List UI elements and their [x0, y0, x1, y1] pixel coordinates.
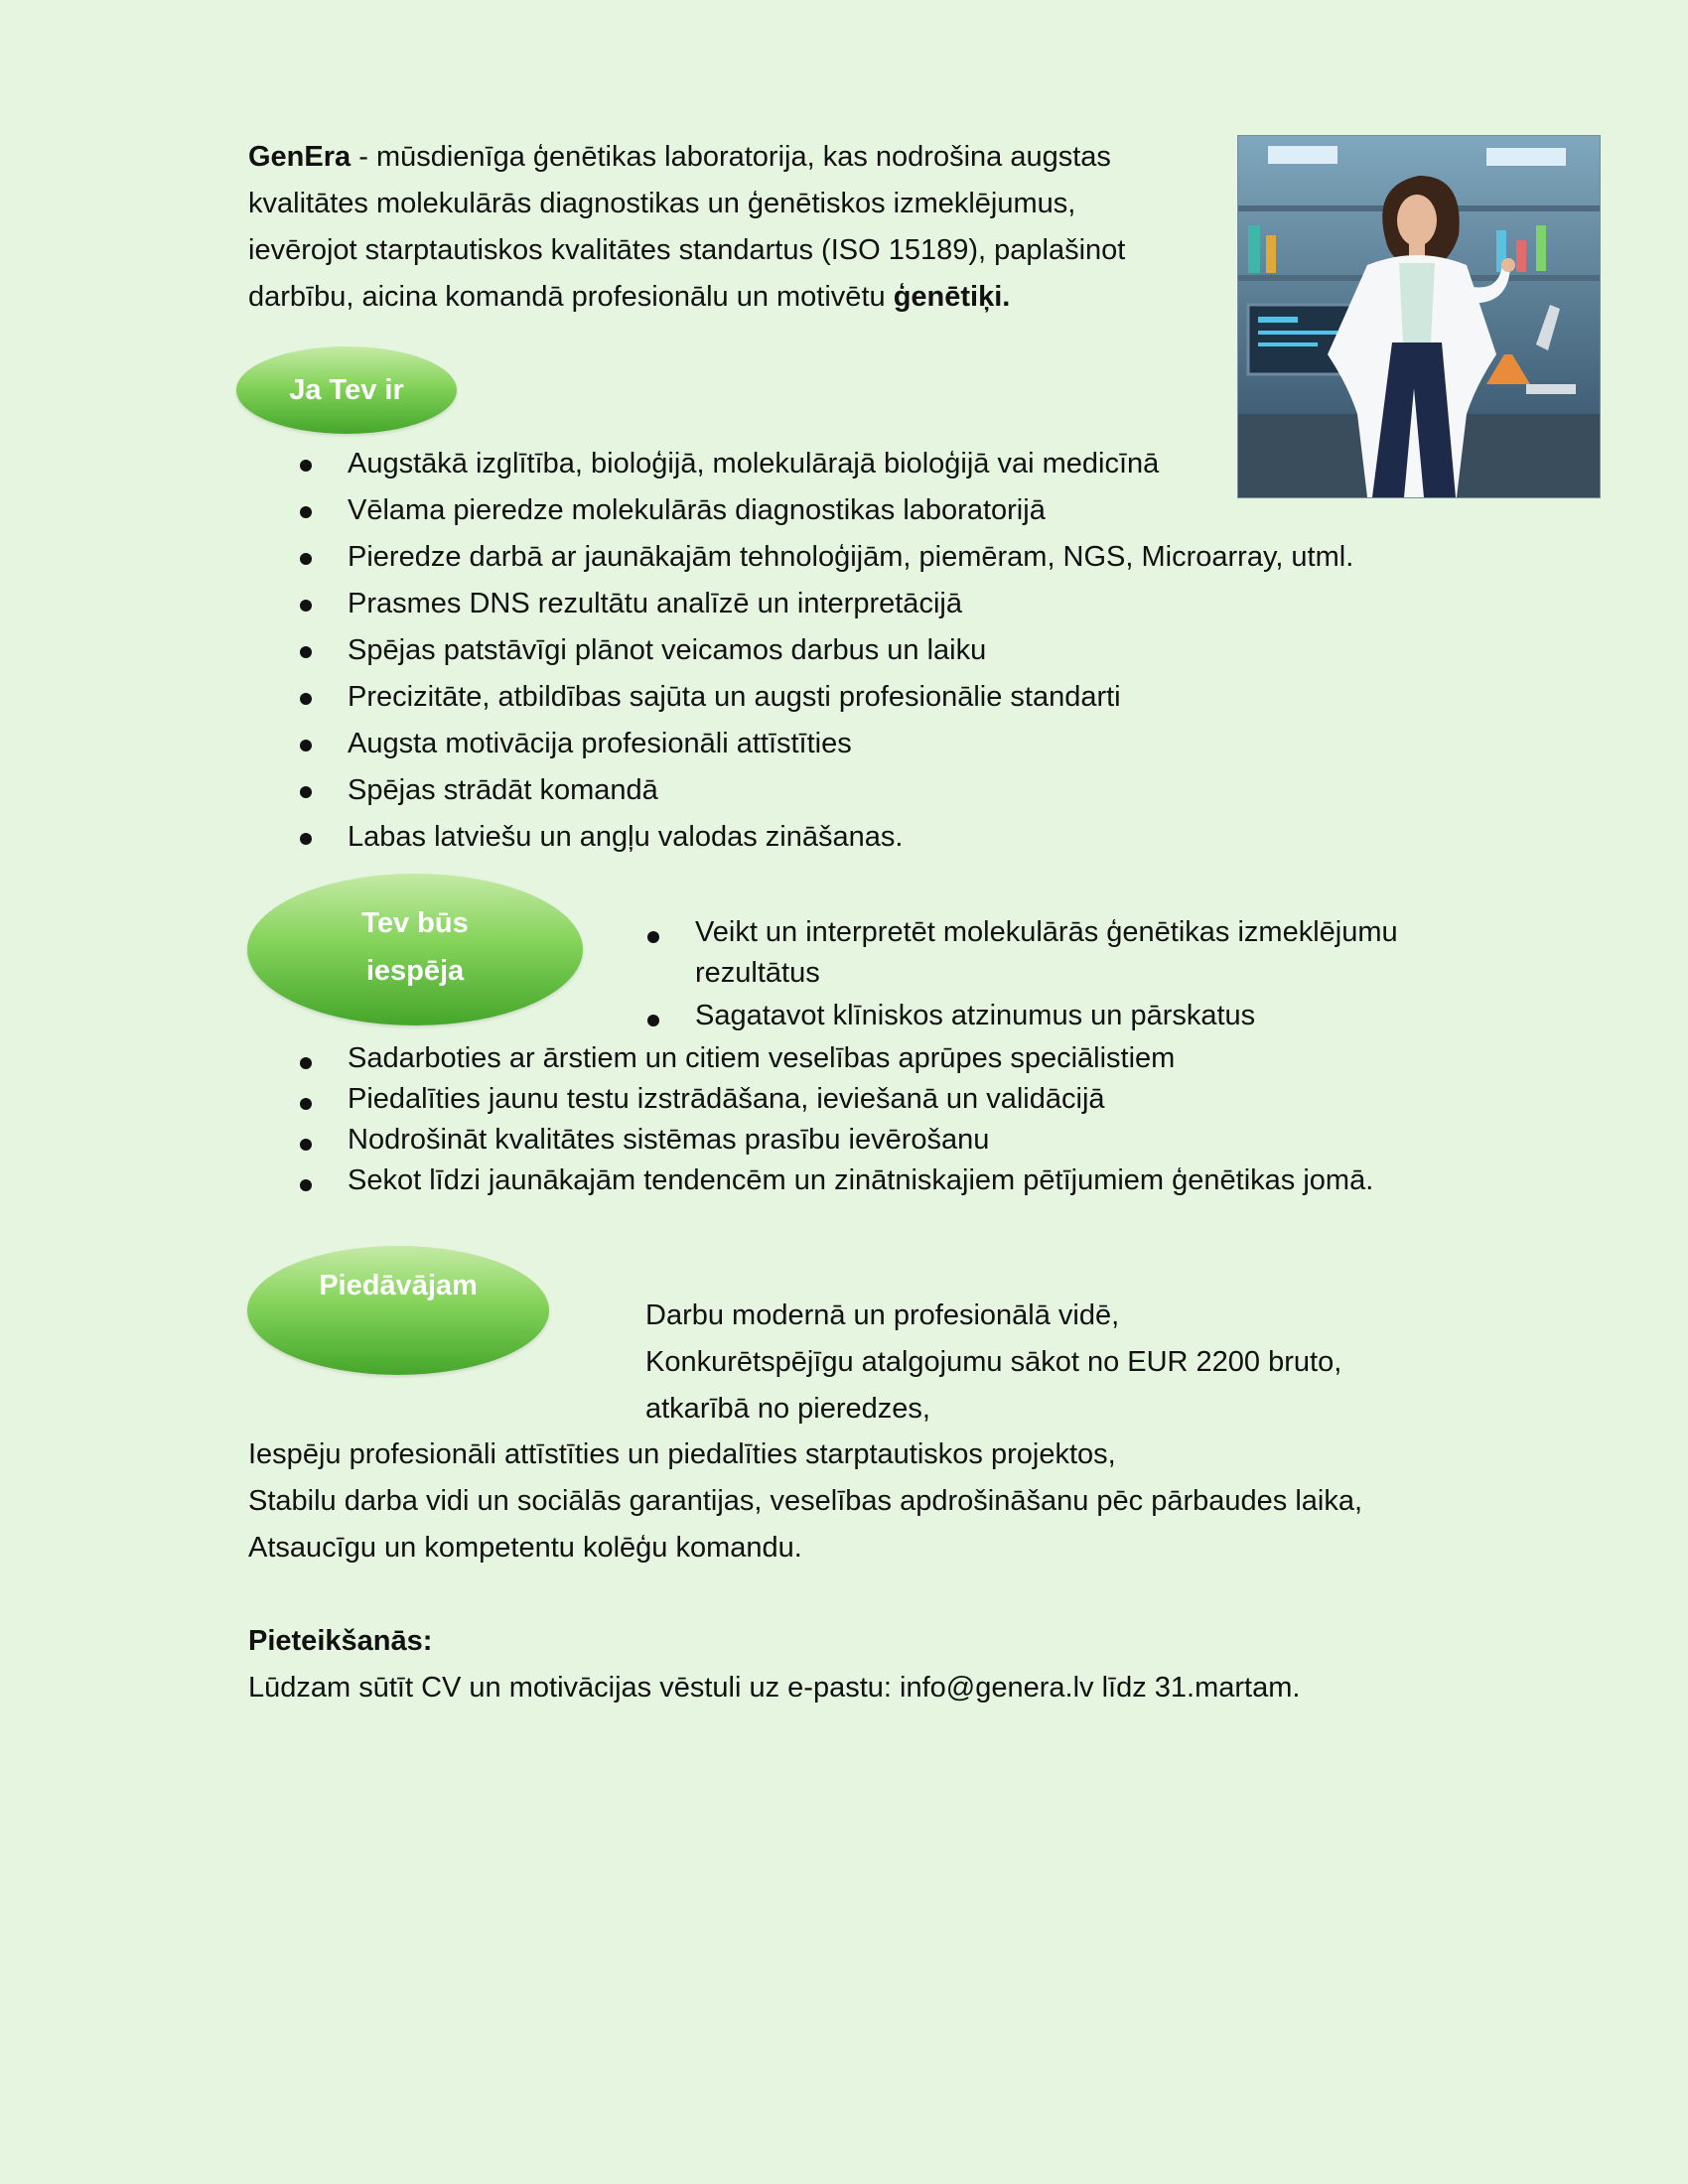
intro-line-4: darbību, aicina komandā profesionālu un motivētu ģenētiķi.: [248, 281, 1011, 313]
intro-paragraph: [248, 134, 1182, 321]
list-item: Piedalīties jaunu testu izstrādāšana, ieviešanā un validācijā: [248, 1079, 1489, 1120]
offer-line: Darbu modernā un profesionālā vidē,: [645, 1299, 1120, 1331]
list-item: Sagatavot klīniskos atzinumus un pārskatus: [596, 996, 1470, 1036]
offer-line: Iespēju profesionāli attīstīties un piedalīties starptautiskos projektos,: [248, 1438, 1116, 1470]
brand-name: GenEra: [248, 141, 352, 173]
list-item: Nodrošināt kvalitātes sistēmas prasību ievērošanu: [248, 1120, 1489, 1160]
section-label-line-2: iespēja: [365, 955, 465, 987]
list-item: Sadarboties ar ārstiem un citiem veselības aprūpes speciālistiem: [248, 1038, 1489, 1079]
offer-line: Atsaucīgu un kompetentu kolēģu komandu.: [248, 1532, 802, 1564]
section-label-piedavajam: Piedāvājam: [247, 1246, 549, 1375]
list-item: Augsta motivācija profesionāli attīstīties: [248, 721, 1440, 767]
role-title: ģenētiķi.: [893, 281, 1011, 313]
list-item: Vēlama pieredze molekulārās diagnostikas laboratorijā: [248, 487, 1440, 534]
intro-line-1: GenEra - mūsdienīga ģenētikas laboratorija, kas nodrošina augstas: [248, 141, 1111, 173]
opportunities-list: [248, 1038, 1489, 1201]
list-item: Spējas strādāt komandā: [248, 767, 1440, 814]
intro-line-3: ievērojot starptautiskos kvalitātes standartus (ISO 15189), paplašinot: [248, 234, 1126, 266]
requirements-list: [248, 441, 1440, 861]
section-label-tev-bus-iespeja: [247, 874, 583, 1025]
list-item: Precizitāte, atbildības sajūta un augsti profesionālie standarti: [248, 674, 1440, 721]
offer-line: atkarībā no pieredzes,: [645, 1393, 930, 1425]
offer-line: Stabilu darba vidi un sociālās garantijas, veselības apdrošināšanu pēc pārbaudes laika,: [248, 1485, 1363, 1517]
section-label-ja-tev-ir: Ja Tev ir: [236, 346, 457, 434]
list-item: Labas latviešu un angļu valodas zināšanas.: [248, 814, 1440, 861]
apply-heading: Pieteikšanās:: [248, 1625, 433, 1657]
list-item: Augstākā izglītība, bioloģijā, molekulārajā bioloģijā vai medicīnā: [248, 441, 1440, 487]
list-item: Prasmes DNS rezultātu analīzē un interpretācijā: [248, 581, 1440, 627]
section-label-line-1: Tev būs: [361, 907, 469, 939]
offer-lines: [248, 1432, 1539, 1571]
list-item: Spējas patstāvīgi plānot veicamos darbus un laiku: [248, 627, 1440, 674]
intro-line-2: kvalitātes molekulārās diagnostikas un ģenētiskos izmeklējumus,: [248, 188, 1076, 219]
offer-lines-right: [645, 1293, 1539, 1433]
offer-line: Konkurētspējīgu atalgojumu sākot no EUR 2200 bruto,: [645, 1346, 1342, 1378]
list-item: Sekot līdzi jaunākajām tendencēm un zinātniskajiem pētījumiem ģenētikas jomā.: [248, 1160, 1489, 1201]
opportunities-list-right: [596, 912, 1470, 1038]
list-item: Veikt un interpretēt molekulārās ģenētikas izmeklējumu rezultātus: [596, 912, 1470, 994]
list-item: Pieredze darbā ar jaunākajām tehnoloģijām, piemēram, NGS, Microarray, utml.: [248, 534, 1440, 581]
apply-text: Lūdzam sūtīt CV un motivācijas vēstuli uz e-pastu: info@genera.lv līdz 31.martam.: [248, 1672, 1301, 1704]
